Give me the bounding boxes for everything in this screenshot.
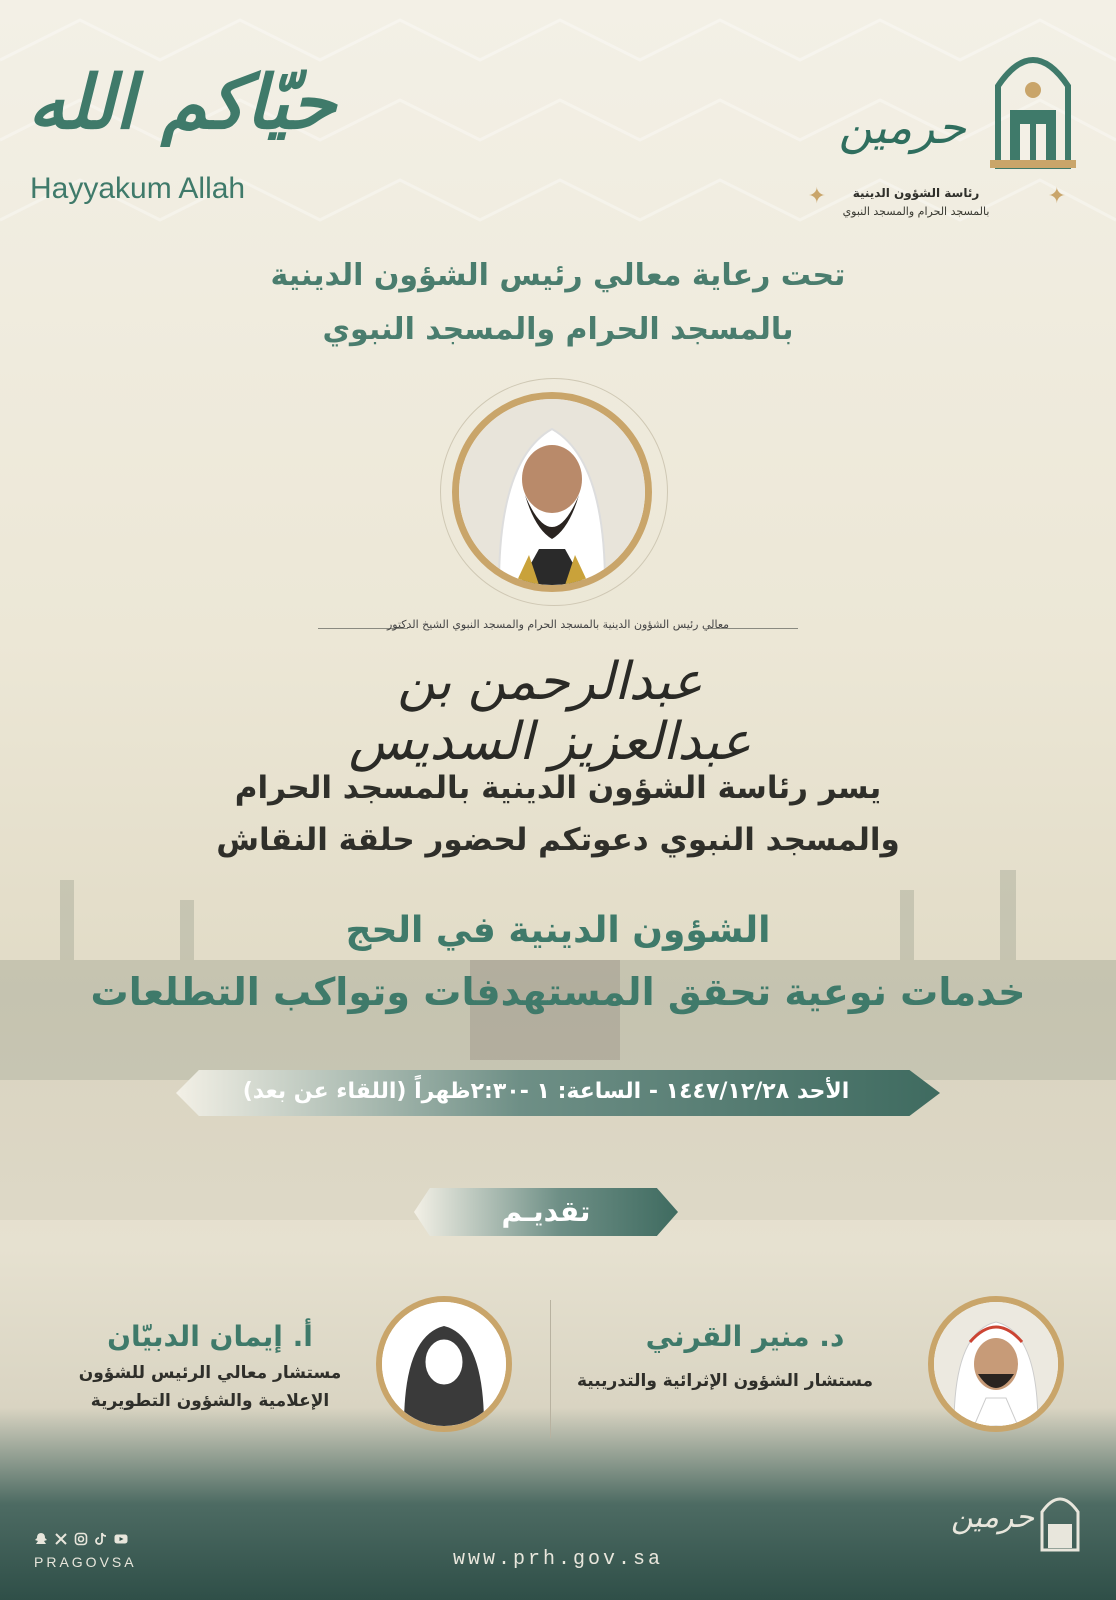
mosque-emblem-icon [990, 40, 1076, 170]
presenter-1-silhouette [934, 1302, 1058, 1426]
presenters-heading: تقديـم [501, 1195, 591, 1228]
host-honorific: معالي رئيس الشؤون الدينية بالمسجد الحرام والمسجد النبوي الشيخ الدكتور [386, 618, 730, 631]
host-portrait [452, 392, 652, 592]
presenters-divider [550, 1300, 551, 1438]
presenter-2-name: أ. إيمان الدبيّان [107, 1320, 313, 1353]
logo-wordmark: حرمين [838, 100, 966, 154]
social-icons [34, 1532, 128, 1546]
topic-subtitle: خدمات نوعية تحقق المستهدفات وتواكب التطلعات [90, 970, 1026, 1014]
website-url[interactable]: www.prh.gov.sa [452, 1548, 664, 1571]
x-icon[interactable] [54, 1532, 68, 1546]
youtube-icon[interactable] [114, 1532, 128, 1546]
palm-swords-emblem-icon: ✦ [807, 184, 826, 209]
invitation-line1: يسر رئاسة الشؤون الدينية بالمسجد الحرام [234, 770, 882, 806]
presenter-1-role: مستشار الشؤون الإثرائية والتدريبية [576, 1371, 874, 1391]
invitation-line2: والمسجد النبوي دعوتكم لحضور حلقة النقاش [216, 822, 900, 858]
presenter-2-role-line1: مستشار معالي الرئيس للشؤون [78, 1363, 342, 1383]
topic-title: الشؤون الدينية في الحج [345, 910, 771, 951]
greeting-calligraphy: حيّاكم الله [28, 60, 337, 146]
host-name-calligraphy: عبدالرحمن بن عبدالعزيز السديس [348, 652, 752, 772]
haramain-logo [806, 40, 1076, 230]
haram-mosque-background-image [0, 840, 1116, 1220]
presenter-1-name: د. منير القرني [645, 1320, 845, 1353]
footer-logo-wordmark: حرمين [950, 1500, 1034, 1535]
instagram-icon[interactable] [74, 1532, 88, 1546]
portrait-silhouette [459, 399, 645, 585]
patronage-line2: بالمسجد الحرام والمسجد النبوي [322, 312, 794, 347]
footer-haramain-logo [952, 1490, 1082, 1586]
logo-subtitle-line2: بالمسجد الحرام والمسجد النبوي [842, 205, 990, 218]
social-handle[interactable]: PRAGOVSA [34, 1554, 137, 1570]
presenter-2-photo [376, 1296, 512, 1432]
palm-swords-emblem-icon: ✦ [1047, 184, 1066, 209]
greeting-english: Hayyakum Allah [30, 172, 246, 205]
patronage-line1: تحت رعاية معالي رئيس الشؤون الدينية [270, 258, 846, 293]
presenter-1-photo [928, 1296, 1064, 1432]
schedule-text: الأحد ١٤٤٧/١٢/٢٨ - الساعة: ١ -٢:٣٠ظهراً (اللقاء عن بعد) [242, 1079, 850, 1104]
logo-subtitle-line1: رئاسة الشؤون الدينية [852, 186, 980, 200]
footer-mosque-emblem-icon [1038, 1490, 1082, 1552]
tiktok-icon[interactable] [94, 1532, 108, 1546]
presenter-2-silhouette-icon [382, 1302, 506, 1426]
snapchat-icon[interactable] [34, 1532, 48, 1546]
presenter-2-role-line2: الإعلامية والشؤون التطويرية [90, 1391, 330, 1411]
